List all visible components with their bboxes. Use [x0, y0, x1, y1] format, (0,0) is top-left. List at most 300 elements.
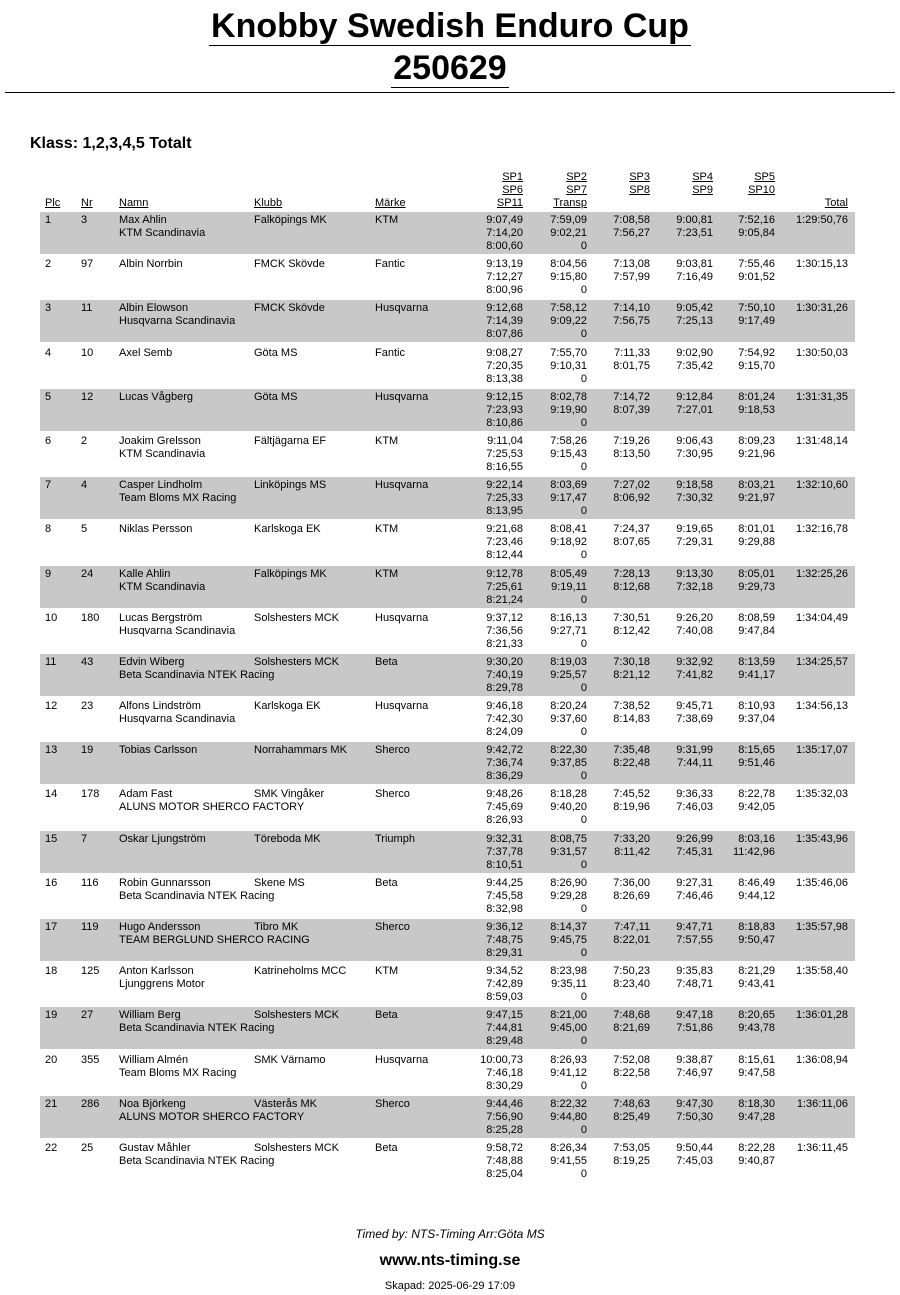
cell-split-time: 8:18,30: [738, 1097, 775, 1110]
header-sp3: SP3: [629, 171, 650, 183]
cell-split-time: 0: [580, 947, 587, 959]
cell-name: Lucas Bergström: [119, 611, 203, 624]
cell-split-time: 9:30,20: [486, 655, 523, 668]
cell-split-time: 7:27,02: [613, 479, 650, 492]
cell-split-time: 9:18,58: [676, 479, 713, 492]
cell-split-time: 7:38,69: [676, 713, 713, 726]
cell-plc: 10: [45, 611, 58, 624]
cell-club: SMK Värnamo: [254, 1053, 326, 1066]
cell-split-time: 8:01,75: [613, 359, 650, 372]
cell-club: Solshesters MCK: [254, 655, 339, 668]
cell-club: Solshesters MCK: [254, 611, 339, 624]
table-row: [0, 477, 900, 521]
cell-brand: Sherco: [375, 744, 410, 757]
cell-split-time: 9:21,68: [486, 523, 523, 536]
cell-split-time: 9:17,47: [550, 492, 587, 505]
cell-split-time: 9:32,92: [676, 655, 713, 668]
cell-split-time: 8:13,50: [613, 447, 650, 460]
cell-split-time: 7:53,05: [613, 1141, 650, 1154]
cell-split-time: 8:10,86: [486, 416, 523, 429]
cell-split-time: 0: [580, 858, 587, 871]
cell-split-time: 9:32,31: [486, 832, 523, 845]
cell-split-time: 7:35,42: [676, 359, 713, 372]
cell-split-time: 8:20,24: [550, 700, 587, 713]
cell-club: Linköpings MS: [254, 479, 327, 492]
cell-brand: KTM: [375, 523, 399, 536]
cell-split-time: 8:10,93: [738, 700, 775, 713]
results-table: [0, 212, 900, 1184]
cell-split-time: 8:15,61: [738, 1053, 775, 1066]
cell-split-time: 9:12,15: [486, 390, 523, 403]
cell-split-time: 9:47,71: [676, 921, 713, 933]
cell-split-time: 8:12,68: [613, 580, 650, 593]
cell-name: Edvin Wiberg: [119, 655, 185, 668]
cell-split-time: 9:13,19: [486, 258, 523, 271]
cell-name: Anton Karlsson: [119, 965, 194, 978]
cell-split-time: 7:25,53: [486, 447, 523, 460]
cell-split-time: 8:22,58: [613, 1066, 650, 1079]
cell-split-time: 7:12,27: [486, 271, 523, 284]
table-row: [0, 963, 900, 1007]
cell-split-time: 9:12,78: [486, 567, 523, 580]
cell-split-time: 7:42,89: [486, 978, 523, 991]
table-row: [0, 212, 900, 256]
cell-split-time: 9:18,92: [550, 536, 587, 549]
header-nr: Nr: [81, 197, 93, 209]
cell-plc: 22: [45, 1141, 58, 1154]
cell-split-time: 7:48,75: [486, 934, 523, 946]
cell-split-time: 7:46,03: [676, 801, 713, 814]
results-header: [0, 171, 900, 213]
cell-split-time: 8:16,55: [486, 460, 523, 473]
cell-split-time: 9:02,21: [550, 227, 587, 239]
cell-split-time: 8:13,59: [738, 655, 775, 668]
cell-split-time: 9:15,80: [550, 271, 587, 284]
cell-split-time: 8:21,29: [738, 965, 775, 978]
cell-split-time: 9:37,04: [738, 713, 775, 726]
cell-nr: 180: [81, 611, 100, 624]
cell-split-time: 8:16,13: [550, 611, 587, 624]
table-row: [0, 786, 900, 830]
cell-team: ALUNS MOTOR SHERCO FACTORY: [119, 1110, 305, 1123]
cell-club: Tibro MK: [254, 921, 299, 933]
cell-split-time: 8:07,39: [613, 403, 650, 416]
header-sp2: SP2: [566, 171, 587, 183]
cell-split-time: 7:56,90: [486, 1110, 523, 1123]
cell-total: 1:31:31,35: [796, 390, 848, 403]
cell-name: Albin Elowson: [119, 302, 189, 315]
cell-split-time: 9:41,17: [738, 668, 775, 681]
cell-split-time: 8:14,83: [613, 713, 650, 726]
cell-split-time: 0: [580, 240, 587, 252]
cell-split-time: 9:47,30: [676, 1097, 713, 1110]
cell-club: Töreboda MK: [254, 832, 321, 845]
cell-total: 1:36:11,45: [796, 1141, 848, 1154]
cell-split-time: 8:08,75: [550, 832, 587, 845]
cell-split-time: 9:03,81: [676, 258, 713, 271]
table-row: [0, 521, 900, 565]
cell-club: Fältjägarna EF: [254, 434, 327, 447]
cell-split-time: 7:36,74: [486, 757, 523, 770]
cell-split-time: 7:30,51: [613, 611, 650, 624]
cell-brand: Beta: [375, 655, 398, 668]
cell-plc: 12: [45, 700, 58, 713]
cell-split-time: 8:03,69: [550, 479, 587, 492]
header-plc: Plc: [45, 197, 61, 209]
cell-split-time: 7:50,23: [613, 965, 650, 978]
cell-plc: 8: [45, 523, 52, 536]
cell-brand: KTM: [375, 434, 399, 447]
cell-split-time: 8:30,29: [486, 1079, 523, 1092]
table-row: [0, 831, 900, 875]
cell-split-time: 8:04,56: [550, 258, 587, 271]
cell-split-time: 7:58,12: [550, 302, 587, 315]
cell-split-time: 7:29,31: [676, 536, 713, 549]
cell-nr: 43: [81, 655, 94, 668]
cell-split-time: 9:29,73: [738, 580, 775, 593]
cell-team: TEAM BERGLUND SHERCO RACING: [119, 934, 310, 946]
cell-split-time: 8:22,01: [613, 934, 650, 946]
cell-total: 1:32:25,26: [796, 567, 848, 580]
cell-split-time: 9:01,52: [738, 271, 775, 284]
header-total: Total: [824, 197, 848, 209]
cell-split-time: 8:22,30: [550, 744, 587, 757]
cell-split-time: 9:50,44: [676, 1141, 713, 1154]
cell-plc: 17: [45, 921, 58, 933]
cell-split-time: 7:40,08: [676, 624, 713, 637]
table-row: [0, 875, 900, 919]
cell-split-time: 9:10,31: [550, 359, 587, 372]
cell-brand: Husqvarna: [375, 700, 429, 713]
cell-total: 1:35:57,98: [796, 921, 848, 933]
cell-split-time: 7:16,49: [676, 271, 713, 284]
cell-split-time: 0: [580, 1167, 587, 1180]
cell-total: 1:30:15,13: [796, 258, 848, 271]
cell-club: FMCK Skövde: [254, 258, 325, 271]
cell-split-time: 8:03,21: [738, 479, 775, 492]
cell-total: 1:36:01,28: [796, 1009, 848, 1022]
cell-split-time: 8:15,65: [738, 744, 775, 757]
cell-split-time: 8:19,96: [613, 801, 650, 814]
cell-plc: 18: [45, 965, 58, 978]
cell-split-time: 8:07,86: [486, 328, 523, 341]
cell-split-time: 8:05,01: [738, 567, 775, 580]
cell-split-time: 7:59,09: [550, 214, 587, 226]
table-row: [0, 742, 900, 786]
cell-name: Tobias Carlsson: [119, 744, 198, 757]
cell-split-time: 7:30,18: [613, 655, 650, 668]
cell-split-time: 9:34,52: [486, 965, 523, 978]
cell-nr: 12: [81, 390, 94, 403]
cell-split-time: 8:25,28: [486, 1123, 523, 1136]
cell-split-time: 7:57,99: [613, 271, 650, 284]
cell-split-time: 7:14,72: [613, 390, 650, 403]
cell-split-time: 8:02,78: [550, 390, 587, 403]
cell-split-time: 7:14,20: [486, 227, 523, 239]
cell-split-time: 0: [580, 372, 587, 385]
cell-split-time: 7:23,51: [676, 227, 713, 239]
cell-split-time: 8:10,51: [486, 858, 523, 871]
cell-split-time: 7:19,26: [613, 434, 650, 447]
cell-split-time: 0: [580, 1079, 587, 1092]
cell-team: Beta Scandinavia NTEK Racing: [119, 889, 275, 902]
cell-nr: 24: [81, 567, 94, 580]
created-date: Skapad: 2025-06-29 17:09: [384, 1280, 516, 1292]
cell-split-time: 9:44,12: [738, 889, 775, 902]
cell-split-time: 7:25,61: [486, 580, 523, 593]
cell-split-time: 9:45,75: [550, 934, 587, 946]
cell-plc: 21: [45, 1097, 58, 1110]
cell-split-time: 9:37,60: [550, 713, 587, 726]
cell-split-time: 7:25,13: [676, 315, 713, 328]
cell-name: Alfons Lindström: [119, 700, 201, 713]
cell-nr: 119: [81, 921, 99, 933]
cell-team: KTM Scandinavia: [119, 227, 206, 239]
cell-split-time: 9:38,87: [676, 1053, 713, 1066]
cell-split-time: 8:08,59: [738, 611, 775, 624]
cell-split-time: 9:18,53: [738, 403, 775, 416]
cell-club: Falköpings MK: [254, 214, 327, 226]
cell-split-time: 7:08,58: [613, 214, 650, 226]
cell-split-time: 7:40,19: [486, 668, 523, 681]
cell-split-time: 7:14,10: [613, 302, 650, 315]
cell-split-time: 8:03,16: [738, 832, 775, 845]
cell-total: 1:34:25,57: [796, 655, 848, 668]
cell-split-time: 8:36,29: [486, 770, 523, 783]
cell-brand: KTM: [375, 567, 399, 580]
cell-club: SMK Vingåker: [254, 788, 325, 801]
cell-split-time: 7:20,35: [486, 359, 523, 372]
cell-name: Robin Gunnarsson: [119, 876, 211, 889]
cell-brand: Sherco: [375, 1097, 410, 1110]
cell-team: Team Bloms MX Racing: [119, 492, 237, 505]
cell-split-time: 9:47,28: [738, 1110, 775, 1123]
cell-split-time: 8:24,09: [486, 726, 523, 739]
cell-name: William Berg: [119, 1009, 181, 1022]
cell-name: Adam Fast: [119, 788, 173, 801]
cell-nr: 10: [81, 346, 94, 359]
cell-split-time: 8:22,78: [738, 788, 775, 801]
cell-total: 1:35:17,07: [796, 744, 848, 757]
cell-split-time: 7:46,46: [676, 889, 713, 902]
cell-split-time: 9:44,80: [550, 1110, 587, 1123]
header-name: Namn: [119, 197, 149, 209]
cell-club: Karlskoga EK: [254, 700, 321, 713]
cell-split-time: 0: [580, 328, 587, 341]
cell-club: Katrineholms MCC: [254, 965, 347, 978]
cell-split-time: 9:31,99: [676, 744, 713, 757]
cell-split-time: 7:11,33: [614, 346, 650, 359]
cell-split-time: 9:41,55: [550, 1154, 587, 1167]
cell-split-time: 8:22,32: [550, 1097, 587, 1110]
cell-split-time: 7:23,46: [486, 536, 523, 549]
cell-name: Niklas Persson: [119, 523, 193, 536]
cell-split-time: 9:12,68: [486, 302, 523, 315]
cell-plc: 16: [45, 876, 58, 889]
cell-plc: 14: [45, 788, 58, 801]
cell-split-time: 9:13,30: [676, 567, 713, 580]
cell-name: Albin Norrbin: [119, 258, 183, 271]
cell-brand: Beta: [375, 1141, 398, 1154]
table-row: [0, 1096, 900, 1140]
cell-split-time: 9:21,96: [738, 447, 775, 460]
cell-split-time: 8:22,48: [613, 757, 650, 770]
cell-split-time: 0: [580, 1035, 587, 1048]
cell-brand: KTM: [375, 214, 399, 226]
cell-split-time: 0: [580, 726, 587, 739]
cell-club: Skene MS: [254, 876, 305, 889]
cell-split-time: 9:42,72: [486, 744, 523, 757]
cell-brand: Husqvarna: [375, 302, 429, 315]
cell-total: 1:35:32,03: [796, 788, 848, 801]
cell-split-time: 9:43,41: [738, 978, 775, 991]
cell-split-time: 7:58,26: [550, 434, 587, 447]
cell-split-time: 7:57,55: [676, 934, 713, 946]
cell-nr: 4: [81, 479, 88, 492]
cell-split-time: 8:29,48: [486, 1035, 523, 1048]
cell-split-time: 7:27,01: [676, 403, 713, 416]
cell-brand: Beta: [375, 876, 398, 889]
cell-split-time: 9:37,12: [486, 611, 523, 624]
header-club: Klubb: [254, 197, 283, 209]
cell-total: 1:36:11,06: [796, 1097, 848, 1110]
cell-split-time: 7:46,97: [676, 1066, 713, 1079]
cell-split-time: 9:05,84: [738, 227, 775, 239]
table-row: [0, 1052, 900, 1096]
cell-nr: 355: [81, 1053, 100, 1066]
cell-brand: Fantic: [375, 258, 405, 271]
cell-split-time: 9:35,83: [676, 965, 713, 978]
cell-split-time: 9:11,04: [487, 434, 523, 447]
cell-split-time: 7:45,03: [676, 1154, 713, 1167]
cell-split-time: 0: [580, 902, 587, 915]
cell-split-time: 8:26,90: [550, 876, 587, 889]
cell-split-time: 0: [580, 505, 587, 518]
cell-nr: 3: [81, 214, 88, 226]
cell-split-time: 9:44,25: [486, 876, 523, 889]
cell-nr: 116: [81, 876, 99, 889]
cell-split-time: 9:00,81: [676, 214, 713, 226]
cell-split-time: 8:00,60: [486, 240, 523, 252]
cell-plc: 2: [45, 258, 52, 271]
cell-split-time: 8:26,34: [550, 1141, 587, 1154]
cell-split-time: 9:48,26: [486, 788, 523, 801]
cell-plc: 5: [45, 390, 52, 403]
cell-split-time: 7:23,93: [486, 403, 523, 416]
cell-total: 1:35:58,40: [796, 965, 848, 978]
cell-total: 1:34:56,13: [796, 700, 848, 713]
cell-total: 1:32:16,78: [796, 523, 848, 536]
cell-split-time: 0: [580, 549, 587, 562]
cell-club: Solshesters MCK: [254, 1009, 339, 1022]
cell-brand: Sherco: [375, 788, 410, 801]
table-row: [0, 433, 900, 477]
cell-split-time: 9:40,20: [550, 801, 587, 814]
cell-split-time: 9:40,87: [738, 1154, 775, 1167]
title-divider: [5, 92, 895, 93]
header-sp1: SP1: [502, 171, 523, 183]
class-heading: Klass: 1,2,3,4,5 Totalt: [30, 135, 192, 152]
cell-total: 1:32:10,60: [796, 479, 848, 492]
cell-split-time: 0: [580, 284, 587, 297]
cell-team: Team Bloms MX Racing: [119, 1066, 237, 1079]
cell-split-time: 7:37,78: [486, 845, 523, 858]
cell-split-time: 7:30,95: [676, 447, 713, 460]
cell-split-time: 0: [580, 416, 587, 429]
cell-split-time: 9:12,84: [676, 390, 713, 403]
cell-team: Husqvarna Scandinavia: [119, 315, 236, 328]
cell-split-time: 9:05,42: [676, 302, 713, 315]
cell-split-time: 7:52,16: [738, 214, 775, 226]
cell-split-time: 9:47,18: [676, 1009, 713, 1022]
cell-split-time: 7:32,18: [676, 580, 713, 593]
cell-split-time: 8:13,95: [486, 505, 523, 518]
cell-split-time: 9:46,18: [486, 700, 523, 713]
table-row: [0, 345, 900, 389]
cell-split-time: 8:32,98: [486, 902, 523, 915]
cell-split-time: 0: [580, 814, 587, 827]
cell-nr: 25: [81, 1141, 94, 1154]
cell-brand: Fantic: [375, 346, 405, 359]
cell-brand: Husqvarna: [375, 479, 429, 492]
table-row: [0, 300, 900, 344]
header-sp11: SP11: [496, 197, 523, 209]
cell-name: Gustav Måhler: [119, 1141, 191, 1154]
cell-split-time: 0: [580, 460, 587, 473]
website-link[interactable]: www.nts-timing.se: [379, 1252, 521, 1269]
cell-split-time: 9:19,11: [551, 580, 587, 593]
cell-split-time: 7:30,32: [676, 492, 713, 505]
header-sp9: SP9: [692, 184, 713, 196]
cell-split-time: 8:09,23: [738, 434, 775, 447]
cell-team: Beta Scandinavia NTEK Racing: [119, 1022, 275, 1035]
cell-plc: 15: [45, 832, 58, 845]
cell-split-time: 0: [580, 770, 587, 783]
cell-split-time: 8:19,03: [550, 655, 587, 668]
cell-name: Hugo Andersson: [119, 921, 201, 933]
cell-split-time: 7:48,71: [676, 978, 713, 991]
cell-split-time: 8:07,65: [613, 536, 650, 549]
cell-split-time: 7:33,20: [613, 832, 650, 845]
cell-brand: Triumph: [375, 832, 415, 845]
cell-split-time: 9:26,20: [676, 611, 713, 624]
cell-total: 1:34:04,49: [796, 611, 848, 624]
cell-split-time: 9:50,47: [738, 934, 775, 946]
cell-split-time: 9:19,65: [676, 523, 713, 536]
cell-split-time: 9:45,71: [676, 700, 713, 713]
cell-split-time: 9:08,27: [486, 346, 523, 359]
cell-nr: 178: [81, 788, 100, 801]
cell-split-time: 8:21,33: [486, 637, 523, 650]
header-sp6: SP6: [502, 184, 523, 196]
cell-split-time: 7:36,56: [486, 624, 523, 637]
cell-plc: 7: [45, 479, 52, 492]
cell-split-time: 7:45,69: [486, 801, 523, 814]
cell-split-time: 0: [580, 593, 587, 606]
header-transp: Transp: [553, 197, 587, 209]
cell-nr: 5: [81, 523, 88, 536]
cell-split-time: 7:45,31: [676, 845, 713, 858]
cell-split-time: 8:21,00: [550, 1009, 587, 1022]
cell-split-time: 9:43,78: [738, 1022, 775, 1035]
cell-split-time: 7:44,81: [486, 1022, 523, 1035]
cell-club: Västerås MK: [254, 1097, 317, 1110]
cell-split-time: 9:26,99: [676, 832, 713, 845]
cell-split-time: 8:20,65: [738, 1009, 775, 1022]
cell-club: Göta MS: [254, 390, 298, 403]
cell-nr: 97: [81, 258, 94, 271]
cell-nr: 2: [81, 434, 88, 447]
